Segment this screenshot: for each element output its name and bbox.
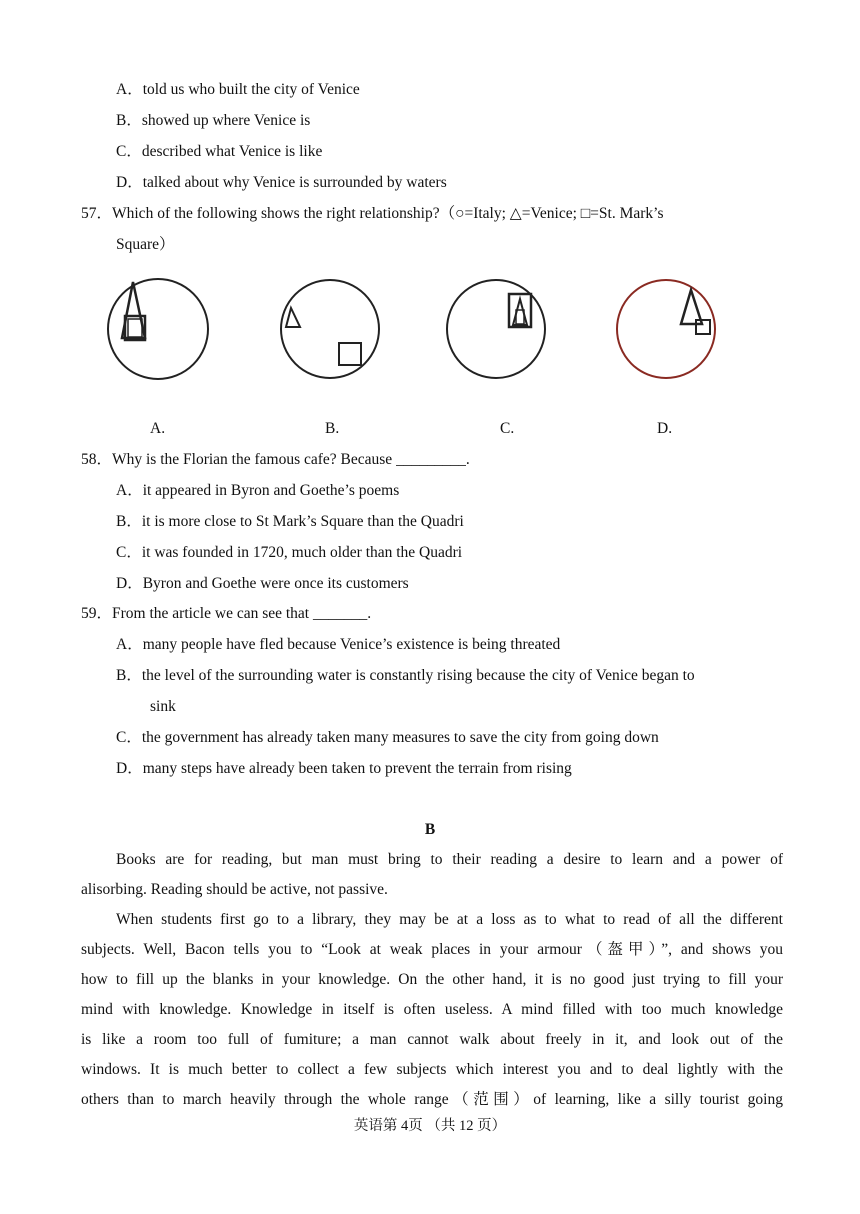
- q58-option-d: D．Byron and Goethe were once its customers: [116, 575, 409, 592]
- paragraph-2-line-5: is like a room too full of fumiture; a man cannot walk about freely in it, and look out of the: [81, 1031, 783, 1048]
- q56-option-d: D．talked about why Venice is surrounded by waters: [116, 174, 447, 191]
- q57-stem: 57．Which of the following shows the right relationship?（○=Italy; △=Venice; □=St. Mark’s: [81, 205, 664, 222]
- q56-option-b: B．showed up where Venice is: [116, 112, 311, 129]
- q57-label-a: A.: [150, 420, 166, 437]
- paragraph-2-line-1: When students first go to a library, they may be at a loss as to what to read of all the different: [116, 911, 783, 928]
- paragraph-2-line-4: mind with knowledge. Knowledge in itself is often useless. A mind filled with too much knowledge: [81, 1001, 783, 1018]
- q58-stem: 58．Why is the Florian the famous cafe? Because _________.: [81, 451, 470, 468]
- paragraph-2-line-3: how to fill up the blanks in your knowledge. On the other hand, it is no good just trying to fill your: [81, 971, 783, 988]
- q59-option-b-cont: sink: [150, 698, 176, 715]
- q57-diagram-b: [275, 276, 385, 384]
- q57-diagram-c: [443, 276, 553, 384]
- paragraph-2-line-7: others than to march heavily through the whole range（范围）of learning, like a silly tourist going: [81, 1091, 783, 1108]
- q57-diagram-d: [612, 276, 722, 384]
- q58-option-c: C．it was founded in 1720, much older than the Quadri: [116, 544, 463, 561]
- q58-option-b: B．it is more close to St Mark’s Square than the Quadri: [116, 513, 464, 530]
- paragraph-1-line-2: alisorbing. Reading should be active, not passive.: [81, 881, 388, 898]
- q56-option-a: A．told us who built the city of Venice: [116, 81, 360, 98]
- page-footer: 英语第 4页 （共 12 页）: [353, 1118, 507, 1134]
- q57-label-c: C.: [500, 420, 515, 437]
- q59-option-a: A．many people have fled because Venice’s existence is being threated: [116, 636, 561, 653]
- paragraph-2-line-6: windows. It is much better to collect a few subjects which interest you and to deal lightly with the: [81, 1061, 783, 1078]
- q59-option-d: D．many steps have already been taken to prevent the terrain from rising: [116, 760, 572, 777]
- q57-label-d: D.: [657, 420, 673, 437]
- paragraph-2-line-2: subjects. Well, Bacon tells you to “Look at weak places in your armour（盔甲）”, and shows you: [81, 941, 783, 958]
- q56-option-c: C．described what Venice is like: [116, 143, 323, 160]
- q57-stem-cont: Square）: [116, 236, 175, 253]
- paragraph-1-line-1: Books are for reading, but man must bring to their reading a desire to learn and a power of: [116, 851, 783, 868]
- q59-option-c: C．the government has already taken many measures to save the city from going down: [116, 729, 659, 746]
- q59-option-b: B．the level of the surrounding water is constantly rising because the city of Venice began to: [116, 667, 695, 684]
- q59-stem: 59．From the article we can see that _______.: [81, 605, 372, 622]
- section-title: B: [424, 821, 436, 838]
- q57-diagram-a: [103, 276, 213, 384]
- q58-option-a: A．it appeared in Byron and Goethe’s poems: [116, 482, 400, 499]
- q57-label-b: B.: [325, 420, 340, 437]
